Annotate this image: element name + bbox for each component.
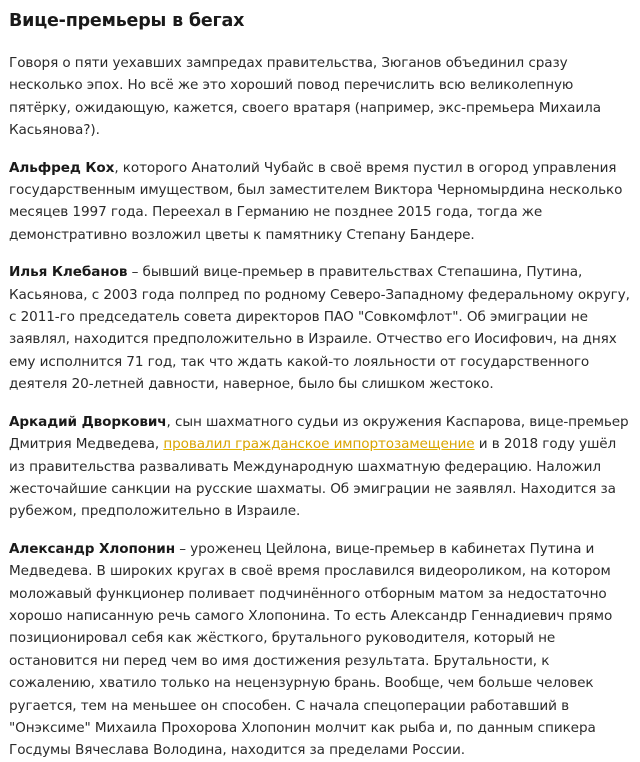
person-name: Александр Хлопонин — [9, 540, 176, 557]
article-title: Вице-премьеры в бегах — [9, 11, 245, 31]
person-paragraph-khloponin — [9, 538, 632, 762]
person-description: – уроженец Цейлона, вице-премьер в кабинетах Путина и Медведева. В широких кругах в своё время прославился видеороликом, на котором моложавый функционер поливает подчинённого отборным матом за недостаточно хорошо написанную речь самого Хлопонина. То есть Александр Геннадиевич прямо позиционировал себя как жёсткого, брутального руководителя, который не остановится ни перед чем во имя достижения результата. Брутальности, к сожалению, хватило только на нецензурную брань. Вообще, чем больше человек ругается, тем на меньшее он способен. С начала спецоперации работавший в "Онэксиме" Михаила Прохорова Хлопонин молчит как рыба и, по данным спикера Госдумы Вячеслава Володина, находится за пределами России. — [9, 540, 613, 759]
person-paragraph-koch — [9, 157, 632, 247]
person-description-end: и в 2018 году ушёл из правительства разваливать Международную шахматную федерацию. Наложил жесточайшие санкции на русские шахматы. Об эмиграции не заявлял. Находится за рубежом, предположительно в Израиле. — [9, 436, 617, 520]
person-name: Аркадий Дворкович — [9, 413, 167, 430]
person-paragraph-dvorkovich — [9, 411, 632, 523]
person-description: , которого Анатолий Чубайс в своё время пустил в огород управления государственным имуществом, был заместителем Виктора Черномырдина несколько месяцев 1997 года. Переехал в Германию не позднее 2015 года, тогда же демонстративно возложил цветы к памятнику Степану Бандере. — [9, 159, 623, 243]
person-name: Альфред Кох — [9, 159, 115, 176]
person-paragraph-klebanov — [9, 261, 632, 395]
person-description: – бывший вице-премьер в правительствах Степашина, Путина, Касьянова, с 2003 года полпред по родному Северо-Западному федеральному округу, с 2011-го председатель совета директоров ПАО "Совкомфлот". Об эмиграции не заявлял, находится предположительно в Израиле. Отчество его Иосифович, на днях ему исполнится 71 год, так что ждать какой-то лояльности от государственного деятеля 20-летней давности, наверное, было бы слишком жестоко. — [9, 264, 630, 393]
import-substitution-link[interactable]: провалил гражданское импортозамещение — [163, 436, 475, 453]
intro-paragraph: Говоря о пяти уехавших зампредах правительства, Зюганов объединил сразу несколько эпох. Но всё же это хороший повод перечислить всю великолепную пятёрку, ожидающую, кажется, своего вратаря (например, экс-премьера Михаила Касьянова?). — [9, 55, 601, 139]
person-name: Илья Клебанов — [9, 264, 128, 281]
person-description-start: , сын шахматного судьи из окружения Каспарова, вице-премьер Дмитрия Медведева, — [9, 413, 629, 453]
